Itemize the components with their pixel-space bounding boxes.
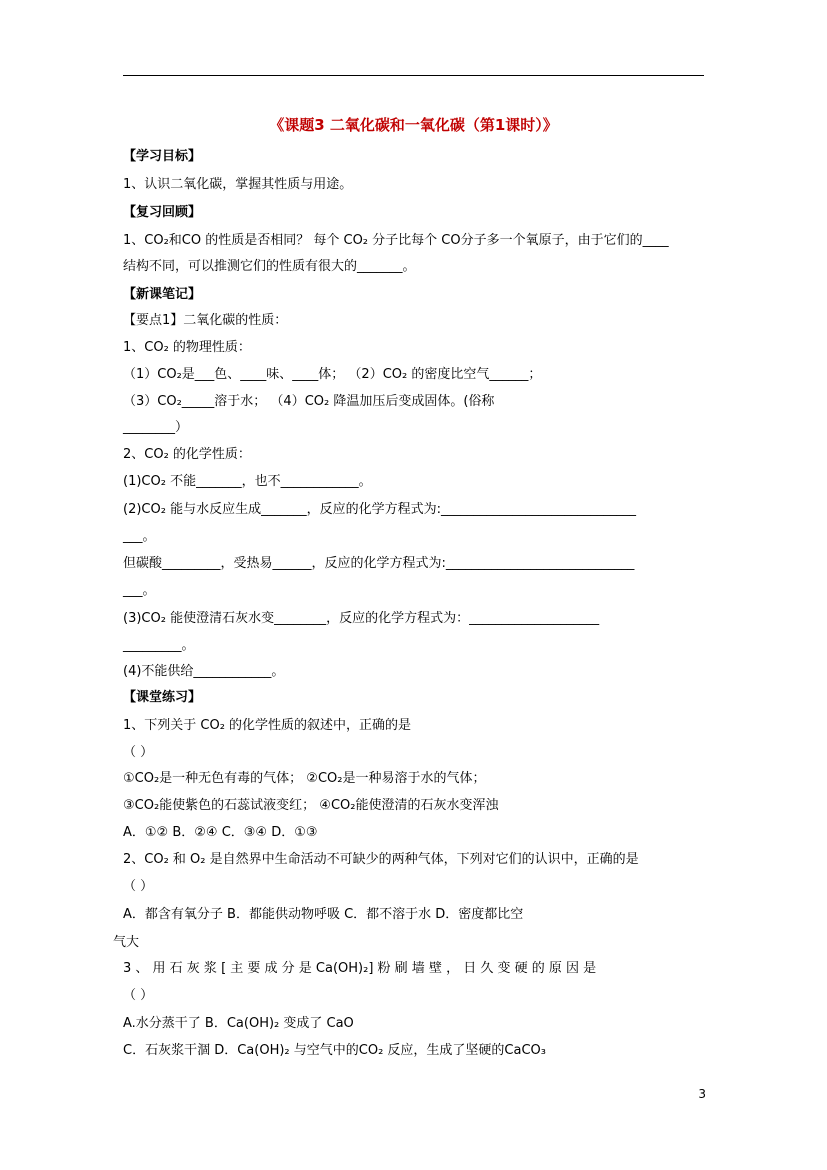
answer-blank: （ ） <box>123 745 154 760</box>
text-line: (3)CO₂ 能使澄清石灰水变________，反应的化学方程式为：____________________ <box>123 611 600 626</box>
text-line: 1、认识二氧化碳，掌握其性质与用途。 <box>123 177 353 192</box>
text-line: 1、CO₂和CO 的性质是否相同？ 每个 CO₂ 分子比每个 CO分子多一个氧原子，由于它们的____ <box>123 233 669 248</box>
text-line: ①CO₂是一种无色有毒的气体； ②CO₂是一种易溶于水的气体； <box>123 771 486 786</box>
choices-line: A．都含有氧分子 B．都能供动物呼吸 C．都不溶于水 D．密度都比空 <box>123 907 524 922</box>
document-title: 《课题3 二氧化碳和一氧化碳（第1课时）》 <box>269 116 558 134</box>
text-line: ③CO₂能使紫色的石蕊试液变红； ④CO₂能使澄清的石灰水变浑浊 <box>123 798 499 813</box>
question-2: 2、CO₂ 和 O₂ 是自然界中生命活动不可缺少的两种气体，下列对它们的认识中，正确的是 <box>123 852 639 867</box>
text-line: （1）CO₂是___色、____味、____体； （2）CO₂ 的密度比空气______； <box>123 367 542 382</box>
text-line: ___。 <box>123 529 156 544</box>
text-line: 【要点1】二氧化碳的性质： <box>123 313 288 328</box>
section-heading-review: 【复习回顾】 <box>123 205 202 220</box>
section-heading-objectives: 【学习目标】 <box>123 149 202 164</box>
answer-blank: （ ） <box>123 879 154 894</box>
question-1: 1、下列关于 CO₂ 的化学性质的叙述中，正确的是 <box>123 718 412 733</box>
question-3: 3 、 用 石 灰 浆 [ 主 要 成 分 是 Ca(OH)₂] 粉 刷 墙 壁 ， 日 久 变 硬 的 原 因 是 <box>123 961 597 976</box>
text-line: (1)CO₂ 不能_______，也不____________。 <box>123 474 372 489</box>
text-line: 2、CO₂ 的化学性质： <box>123 447 251 462</box>
text-line: _________。 <box>123 638 195 653</box>
choices-line: A.水分蒸干了 B．Ca(OH)₂ 变成了 CaO <box>123 1016 354 1031</box>
text-line: 但碳酸_________，受热易______，反应的化学方程式为:_____________________________ <box>123 556 635 571</box>
section-heading-practice: 【课堂练习】 <box>123 690 202 705</box>
page-number: 3 <box>698 1087 706 1101</box>
choices-line: A．①② B．②④ C．③④ D．①③ <box>123 825 318 840</box>
text-line: (4)不能供给____________。 <box>123 664 285 679</box>
text-line: ________） <box>123 420 189 435</box>
text-line: 1、CO₂ 的物理性质： <box>123 340 251 355</box>
text-line: 气大 <box>113 935 140 950</box>
text-line: (2)CO₂ 能与水反应生成_______，反应的化学方程式为:______________________________ <box>123 502 636 517</box>
choices-line: C．石灰浆干涸 D．Ca(OH)₂ 与空气中的CO₂ 反应，生成了坚硬的CaCO₃ <box>123 1043 546 1058</box>
header-rule <box>123 75 704 76</box>
text-line: 结构不同，可以推测它们的性质有很大的_______。 <box>123 259 416 274</box>
text-line: （3）CO₂_____溶于水； （4）CO₂ 降温加压后变成固体。(俗称 <box>123 394 495 409</box>
text-line: ___。 <box>123 583 156 598</box>
answer-blank: （ ） <box>123 988 154 1003</box>
section-heading-new-notes: 【新课笔记】 <box>123 287 202 302</box>
